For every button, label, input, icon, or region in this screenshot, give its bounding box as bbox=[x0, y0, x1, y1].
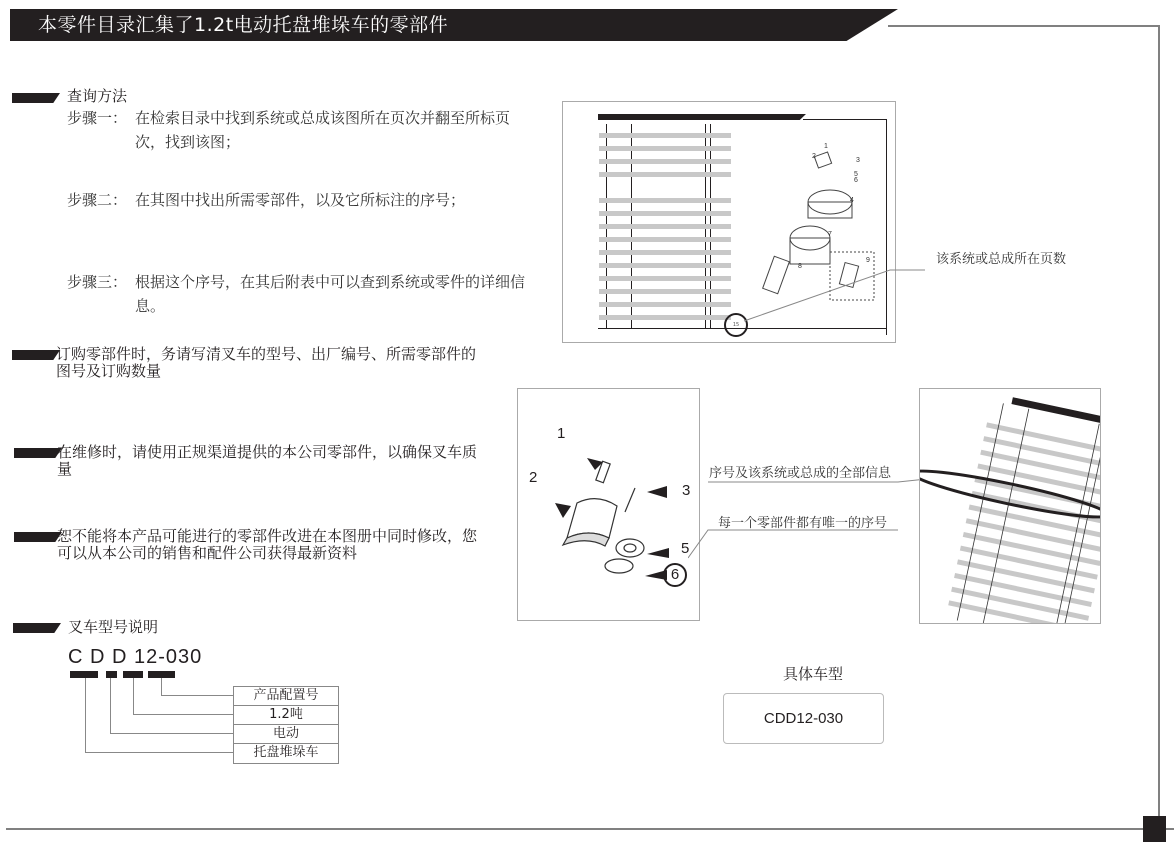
svg-text:2: 2 bbox=[812, 153, 816, 160]
svg-text:3: 3 bbox=[856, 157, 860, 164]
svg-text:3: 3 bbox=[682, 482, 691, 499]
specific-model-title: 具体车型 bbox=[783, 665, 844, 683]
catalog-row bbox=[599, 302, 731, 307]
step-1-label: 步骤一： bbox=[67, 109, 128, 127]
legend-type: 托盘堆垛车 bbox=[253, 745, 319, 760]
step-1-text: 在检索目录中找到系统或总成该图所在页次并翻至所标页次，找到该图； bbox=[135, 109, 511, 151]
code-segment-c bbox=[70, 671, 98, 678]
svg-text:5: 5 bbox=[681, 540, 690, 557]
svg-text:1: 1 bbox=[557, 425, 566, 442]
code-segment-num bbox=[148, 671, 175, 678]
svg-text:2: 2 bbox=[529, 469, 538, 486]
catalog-row bbox=[599, 289, 731, 294]
svg-text:8: 8 bbox=[798, 263, 802, 270]
catalog-row bbox=[599, 250, 731, 255]
step-3-label: 步骤三： bbox=[67, 273, 128, 291]
page-number-callout: 该系统或总成所在页数 bbox=[936, 252, 1067, 267]
page-number-circle: 15 bbox=[724, 313, 748, 337]
section-marker-icon bbox=[12, 350, 60, 360]
catalog-row bbox=[599, 146, 731, 151]
specific-model-box: CDD12-030 bbox=[723, 693, 884, 744]
corner-block bbox=[1143, 816, 1166, 842]
step-2 bbox=[67, 188, 525, 212]
section-marker-icon bbox=[12, 93, 60, 103]
svg-text:4: 4 bbox=[850, 197, 854, 204]
step-2-text: 在其图中找出所需零部件，以及它所标注的序号； bbox=[135, 191, 466, 209]
connector bbox=[110, 733, 233, 734]
step-3-text: 根据这个序号，在其后附表中可以查到系统或零件的详细信息。 bbox=[135, 273, 526, 315]
catalog-row bbox=[599, 133, 731, 138]
page-callout-line bbox=[740, 255, 930, 325]
svg-text:9: 9 bbox=[866, 257, 870, 264]
connector bbox=[161, 695, 233, 696]
catalog-row bbox=[599, 224, 731, 229]
step-2-label: 步骤二： bbox=[67, 191, 128, 209]
label-1: 1 bbox=[824, 143, 828, 150]
part-callout-circle: 6 bbox=[663, 563, 687, 587]
svg-text:6: 6 bbox=[854, 177, 858, 184]
code-segment-d1 bbox=[106, 671, 117, 678]
connector bbox=[85, 678, 86, 752]
svg-text:5: 5 bbox=[854, 171, 858, 178]
connector bbox=[110, 678, 111, 733]
step-1 bbox=[67, 106, 525, 154]
frame-bottom-line bbox=[6, 828, 1174, 830]
catalog-row bbox=[599, 159, 731, 164]
note-ordering: 订购零部件时，务请写清叉车的型号、出厂编号、所需零部件的图号及订购数量 bbox=[56, 345, 477, 380]
frame-right-line bbox=[1158, 25, 1160, 825]
connector bbox=[161, 678, 162, 695]
section-marker-icon bbox=[13, 623, 61, 633]
connector bbox=[85, 752, 233, 753]
catalog-frame bbox=[803, 119, 886, 120]
page-title: 本零件目录汇集了1.2t电动托盘堆垛车的零部件 bbox=[38, 14, 449, 36]
rotated-parts-table bbox=[920, 389, 1101, 624]
frame-top-line bbox=[888, 25, 1160, 27]
full-info-callout: 序号及该系统或总成的全部信息 bbox=[709, 466, 892, 481]
code-segment-d2 bbox=[123, 671, 143, 678]
svg-text:7: 7 bbox=[828, 231, 832, 238]
catalog-row bbox=[599, 211, 731, 216]
connector bbox=[133, 678, 134, 714]
catalog-row bbox=[599, 237, 731, 242]
legend-capacity: 1.2吨 bbox=[234, 706, 338, 725]
model-legend-table bbox=[233, 686, 339, 764]
parts-table-figure bbox=[919, 388, 1101, 624]
legend-config: 产品配置号 bbox=[234, 687, 338, 706]
connector bbox=[133, 714, 233, 715]
legend-power: 电动 bbox=[234, 725, 338, 744]
unique-id-callout: 每一个零部件都有唯一的序号 bbox=[718, 516, 888, 531]
catalog-row bbox=[599, 315, 731, 320]
model-code: C D D 12-030 bbox=[68, 646, 203, 668]
catalog-row bbox=[599, 276, 731, 281]
step-3 bbox=[67, 270, 525, 318]
catalog-row bbox=[599, 172, 731, 177]
query-method-title: 查询方法 bbox=[67, 87, 128, 105]
model-explanation-title: 叉车型号说明 bbox=[68, 618, 159, 636]
section-marker-icon bbox=[14, 532, 62, 542]
section-marker-icon bbox=[14, 448, 62, 458]
catalog-header-bar bbox=[598, 114, 806, 120]
catalog-row bbox=[599, 263, 731, 268]
note-maintenance: 在维修时，请使用正规渠道提供的本公司零部件，以确保叉车质量 bbox=[57, 443, 478, 478]
note-disclaimer: 恕不能将本产品可能进行的零部件改进在本图册中同时修改，您可以从本公司的销售和配件公司获得最新资料 bbox=[57, 527, 478, 562]
catalog-row bbox=[599, 198, 731, 203]
